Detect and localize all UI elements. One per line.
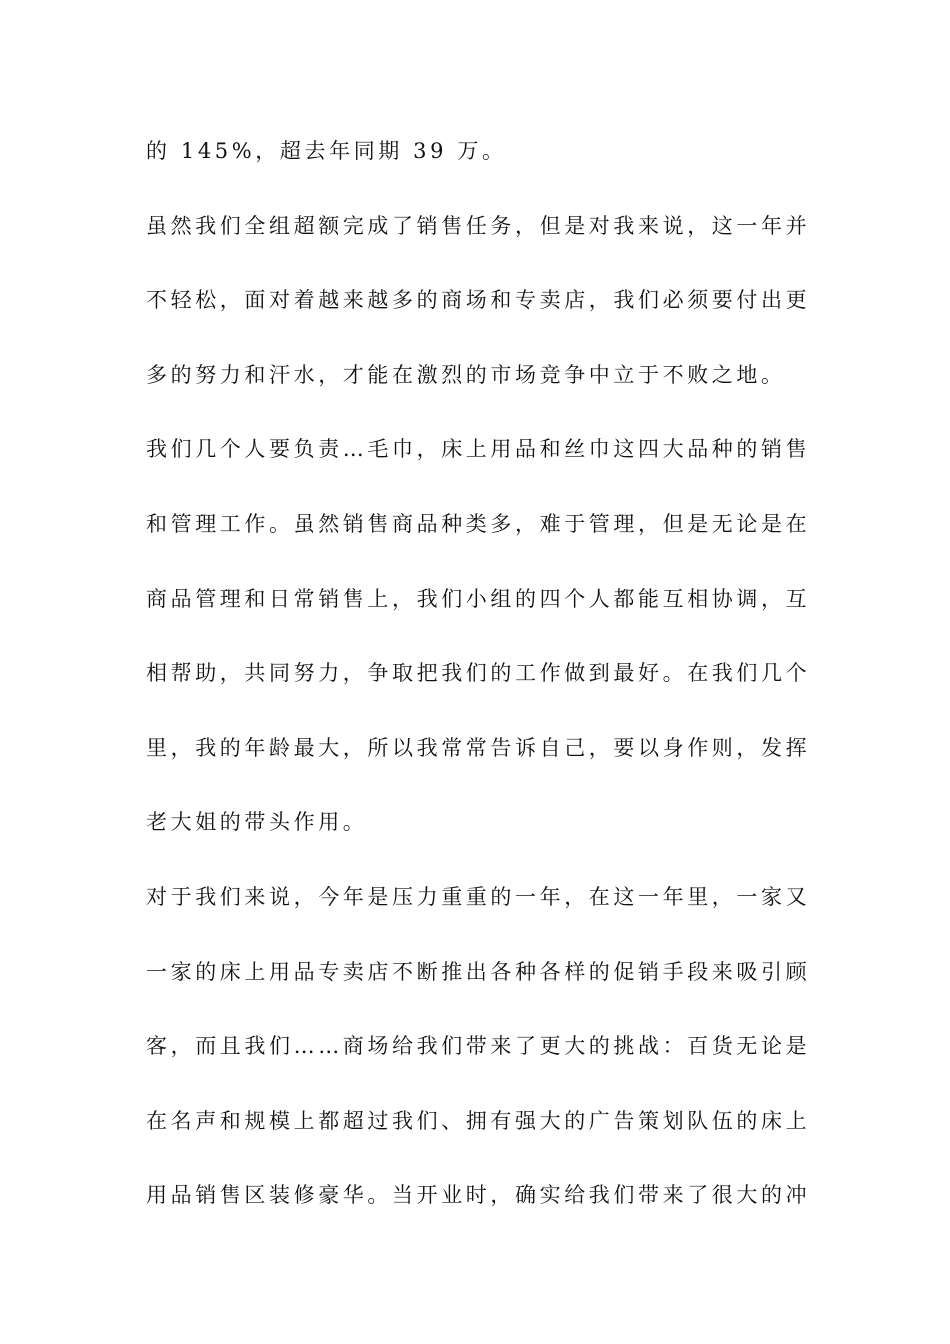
text-line: 我们几个人要负责…毛巾，床上用品和丝巾这四大品种的销售 bbox=[146, 437, 811, 462]
text-line: 老大姐的带头作用。 bbox=[146, 810, 368, 835]
text-line: 多的努力和汗水，才能在激烈的市场竞争中立于不败之地。 bbox=[146, 362, 786, 387]
text-line: 一家的床上用品专卖店不断推出各种各样的促销手段来吸引顾 bbox=[146, 959, 811, 984]
text-line: 商品管理和日常销售上，我们小组的四个人都能互相协调，互 bbox=[146, 586, 811, 611]
text-line: 在名声和规模上都超过我们、拥有强大的广告策划队伍的床上 bbox=[146, 1108, 811, 1133]
text-line: 的 145%，超去年同期 39 万。 bbox=[146, 139, 507, 163]
text-line: 用品销售区装修豪华。当开业时，确实给我们带来了很大的冲 bbox=[146, 1183, 811, 1208]
text-line: 和管理工作。虽然销售商品种类多，难于管理，但是无论是在 bbox=[146, 511, 811, 536]
text-line: 不轻松，面对着越来越多的商场和专卖店，我们必须要付出更 bbox=[146, 288, 811, 313]
text-line: 里，我的年龄最大，所以我常常告诉自己，要以身作则，发挥 bbox=[146, 735, 811, 760]
text-line: 虽然我们全组超额完成了销售任务，但是对我来说，这一年并 bbox=[146, 213, 811, 238]
text-line: 客，而且我们……商场给我们带来了更大的挑战：百货无论是 bbox=[146, 1034, 811, 1059]
document-body bbox=[146, 128, 811, 1247]
text-line: 相帮助，共同努力，争取把我们的工作做到最好。在我们几个 bbox=[146, 661, 811, 686]
text-line: 对于我们来说，今年是压力重重的一年，在这一年里，一家又 bbox=[146, 884, 811, 909]
